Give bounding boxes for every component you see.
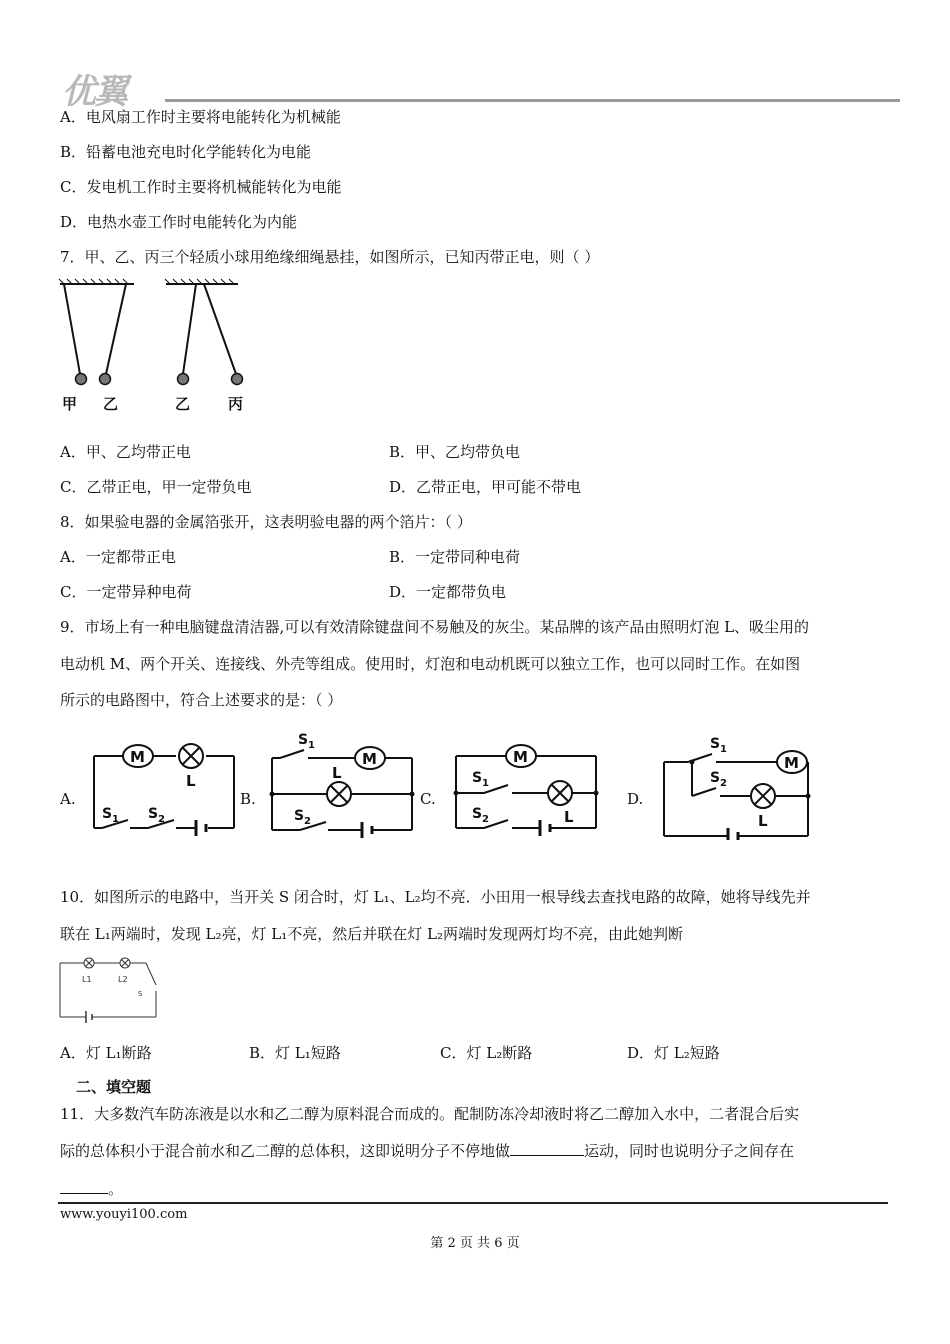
section-title: 二、填空题 [76, 1078, 152, 1096]
q7-option-c: C．乙带正电，甲一定带负电 [60, 478, 252, 496]
svg-text:L: L [564, 808, 574, 826]
circuit-a-label: A. [60, 790, 76, 808]
circuit-b-label: B. [240, 790, 256, 808]
q10-stem-line1: 10．如图所示的电路中，当开关 S 闭合时，灯 L₁、L₂均不亮．小田用一根导线去查找电路的故障，她将导线先并 [60, 888, 811, 906]
q7-option-a: A．甲、乙均带正电 [60, 443, 191, 461]
svg-text:2: 2 [158, 814, 165, 825]
circuit-b [266, 726, 418, 838]
q9-stem-line2: 电动机 M、两个开关、连接线、外壳等组成。使用时，灯泡和电动机既可以独立工作，也可以同时工作。在如图 [60, 655, 801, 673]
svg-text:M: M [130, 748, 145, 766]
svg-text:S: S [148, 806, 159, 822]
svg-text:M: M [513, 748, 528, 766]
q8-stem: 8．如果验电器的金属箔张开，这表明验电器的两个箔片：（ ） [60, 513, 472, 531]
svg-text:L: L [332, 764, 342, 782]
q11-line2 [60, 1141, 794, 1161]
svg-text:S: S [710, 736, 721, 752]
label-jia: 甲 [62, 395, 78, 413]
svg-text:2: 2 [720, 778, 727, 789]
svg-text:S: S [294, 808, 305, 824]
ball-jia [76, 374, 87, 385]
q11-blank-2[interactable] [60, 1179, 108, 1194]
q8-option-c: C．一定带异种电荷 [60, 583, 192, 601]
thread-yi [106, 284, 126, 374]
q10-stem-line2: 联在 L₁两端时，发现 L₂亮，灯 L₁不亮，然后并联在灯 L₂两端时发现两灯均不亮，由此她判断 [60, 925, 683, 943]
q8-option-a: A．一定都带正电 [60, 548, 176, 566]
q6-option-d: D．电热水壶工作时电能转化为内能 [60, 213, 298, 231]
svg-text:L2: L2 [118, 975, 128, 984]
q7-option-d: D．乙带正电，甲可能不带电 [389, 478, 582, 496]
svg-text:1: 1 [308, 740, 315, 751]
q10-option-a: A．灯 L₁断路 [60, 1044, 152, 1062]
ball-yi-2 [178, 374, 189, 385]
q11-blank-1[interactable] [510, 1141, 584, 1156]
svg-text:S: S [298, 732, 309, 748]
svg-text:S: S [472, 806, 483, 822]
svg-text:S: S [102, 806, 113, 822]
q11-line3 [60, 1179, 123, 1199]
circuit-a [88, 738, 240, 838]
svg-text:L: L [186, 772, 196, 790]
q7-option-b: B．甲、乙均带负电 [389, 443, 521, 461]
svg-text:M: M [362, 750, 377, 768]
logo: 优翼 [62, 72, 126, 112]
q9-stem-line1: 9．市场上有一种电脑键盘清洁器,可以有效清除键盘间不易触及的灰尘。某品牌的该产品由照明灯泡 L、吸尘用的 [60, 618, 810, 636]
footer-rule [58, 1202, 888, 1204]
svg-text:S: S [710, 770, 721, 786]
ball-yi [100, 374, 111, 385]
q7-stem: 7．甲、乙、丙三个轻质小球用绝缘细绳悬挂，如图所示，已知丙带正电，则（ ） [60, 248, 600, 266]
circuit-c [450, 738, 602, 838]
q11-line2-part-b: 运动，同时也说明分子之间存在 [584, 1142, 795, 1160]
svg-text:L: L [758, 812, 768, 830]
q10-circuit-figure [56, 955, 166, 1027]
thread-jia [64, 284, 80, 374]
svg-text:1: 1 [720, 744, 727, 755]
label-yi-2: 乙 [175, 395, 191, 413]
q9-stem-line3: 所示的电路图中，符合上述要求的是：（ ） [60, 691, 343, 709]
svg-text:S: S [472, 770, 483, 786]
circuit-d [658, 728, 814, 840]
q10-option-b: B．灯 L₁短路 [249, 1044, 341, 1062]
q10-option-c: C．灯 L₂断路 [440, 1044, 533, 1062]
circuit-d-label: D. [627, 790, 644, 808]
page-number: 第 2 页 共 6 页 [430, 1236, 520, 1251]
q7-pendulum-figure [56, 278, 256, 418]
svg-text:S: S [138, 990, 143, 998]
q11-line2-part-a: 际的总体积小于混合前水和乙二醇的总体积，这即说明分子不停地做 [60, 1142, 511, 1160]
svg-text:L1: L1 [82, 975, 92, 984]
q11-line3-end: 。 [108, 1180, 124, 1198]
q8-option-d: D．一定都带负电 [389, 583, 507, 601]
svg-text:2: 2 [304, 816, 311, 827]
svg-text:1: 1 [112, 814, 119, 825]
svg-text:M: M [784, 754, 799, 772]
svg-text:2: 2 [482, 814, 489, 825]
q11-line1: 11．大多数汽车防冻液是以水和乙二醇为原料混合而成的。配制防冻冷却液时将乙二醇加入水中，二者混合后实 [60, 1105, 800, 1123]
footer-url[interactable]: www.youyi100.com [60, 1207, 188, 1222]
q10-option-d: D．灯 L₂短路 [627, 1044, 720, 1062]
svg-text:1: 1 [482, 778, 489, 789]
header-rule [165, 99, 900, 102]
ball-bing [232, 374, 243, 385]
q8-option-b: B．一定带同种电荷 [389, 548, 521, 566]
label-yi: 乙 [103, 395, 119, 413]
q6-option-a: A．电风扇工作时主要将电能转化为机械能 [60, 108, 341, 126]
circuit-c-label: C. [420, 790, 436, 808]
label-bing: 丙 [228, 395, 244, 413]
q6-option-b: B．铅蓄电池充电时化学能转化为电能 [60, 143, 312, 161]
q6-option-c: C．发电机工作时主要将机械能转化为电能 [60, 178, 342, 196]
